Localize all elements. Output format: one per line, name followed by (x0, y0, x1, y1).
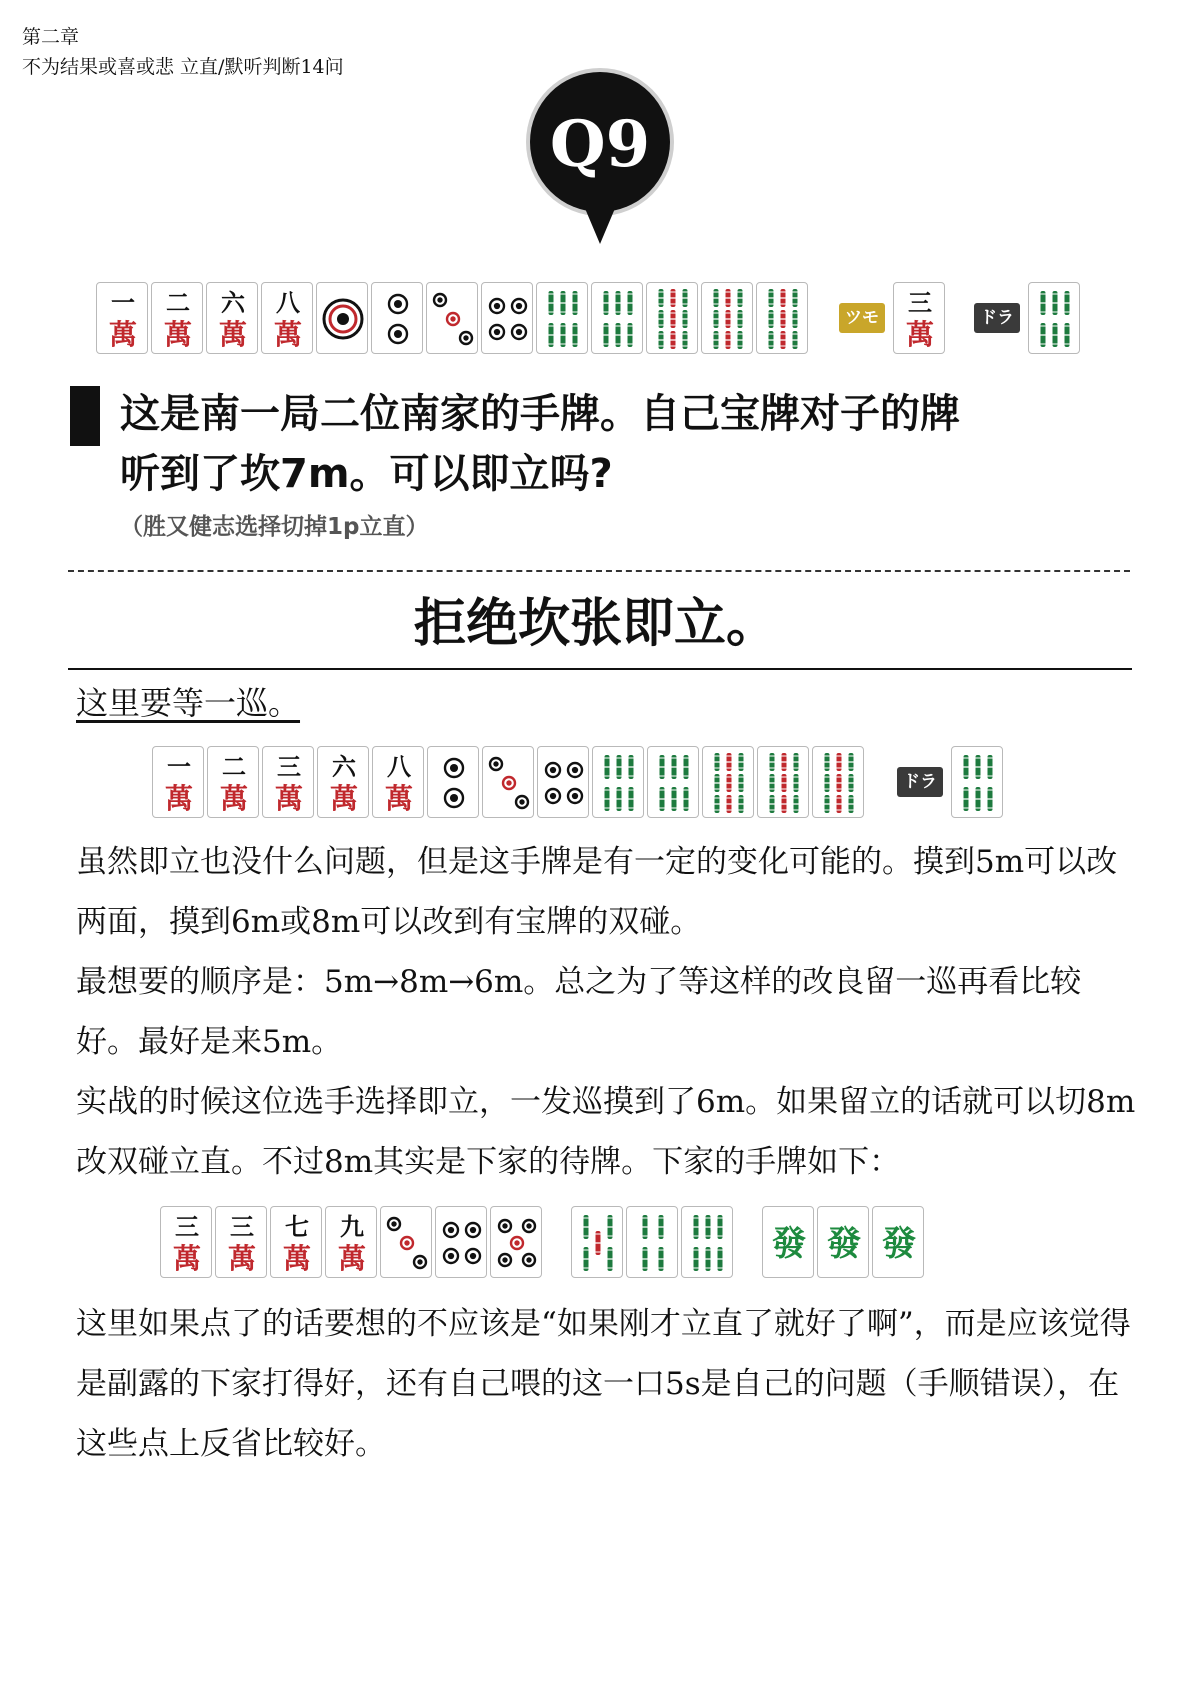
man-number-glyph: 六 (332, 752, 356, 781)
man-suit-glyph: 萬 (273, 318, 303, 351)
hand-waiting-tile-11 (702, 746, 754, 818)
opponent-pon-tile-2 (817, 1206, 869, 1278)
dora-2-tile-1 (951, 746, 1003, 818)
hand-waiting-tile-5 (372, 746, 424, 818)
chapter-header (22, 22, 344, 82)
hand-question-tile-5 (316, 282, 368, 354)
hand-question (96, 282, 1083, 354)
man-suit-glyph: 萬 (219, 782, 249, 815)
hand-waiting (152, 746, 1006, 818)
hand-waiting-tile-3 (262, 746, 314, 818)
hand-question-tile-9 (536, 282, 588, 354)
hand-question-tile-11 (646, 282, 698, 354)
opponent-closed-tile-7 (490, 1206, 542, 1278)
hand-waiting-tile-2 (207, 746, 259, 818)
man-suit-glyph: 萬 (274, 782, 304, 815)
paragraph-4: 这里如果点了的话要想的不应该是“如果刚才立直了就好了啊”，而是应该觉得是副露的下家打得好，还有自己喂的这一口5s是自己的问题（手顺错误），在这些点上反省比较好。 (76, 1306, 1131, 1462)
opponent-closed-tile-5 (380, 1206, 432, 1278)
man-number-glyph: 八 (387, 752, 411, 781)
chapter-subtitle: 不为结果或喜或悲 立直/默听判断14问 (22, 56, 344, 78)
question-bar (70, 386, 100, 446)
dora-tile-slot-2 (951, 746, 1006, 818)
hand-question-tile-13 (756, 282, 808, 354)
question-note: （胜又健志选择切掉1p立直） (120, 514, 429, 540)
hand-opponent (160, 1206, 927, 1278)
paragraph-1: 虽然即立也没什么问题，但是这手牌是有一定的变化可能的。摸到5m可以改两面，摸到6m或8m可以改到有宝牌的双碰。 (76, 844, 1118, 940)
tsumo-tile-slot (893, 282, 948, 354)
question-text (120, 384, 1120, 504)
solid-divider (68, 668, 1132, 670)
hand-question-tile-8 (481, 282, 533, 354)
hatsu-glyph: 發 (882, 1224, 916, 1264)
dora-tag: ドラ (974, 303, 1020, 333)
man-number-glyph: 三 (230, 1212, 254, 1241)
question-line-1: 这是南一局二位南家的手牌。自己宝牌对子的牌 (120, 391, 960, 437)
man-number-glyph: 一 (111, 288, 135, 317)
opponent-pon-tile-1 (762, 1206, 814, 1278)
paragraph-2: 最想要的顺序是：5m→8m→6m。总之为了等这样的改良留一巡再看比较好。最好是来5m。 (76, 964, 1082, 1060)
man-number-glyph: 七 (285, 1212, 309, 1241)
hand-question-tiles (96, 282, 811, 354)
hand-waiting-tile-10 (647, 746, 699, 818)
man-number-glyph: 三 (175, 1212, 199, 1241)
man-suit-glyph: 萬 (163, 318, 193, 351)
opponent-closed-tile-4 (325, 1206, 377, 1278)
opponent-closed-tiles (160, 1206, 545, 1278)
hand-question-tile-3 (206, 282, 258, 354)
paragraph-3: 实战的时候这位选手选择即立，一发巡摸到了6m。如果留立的话就可以切8m改双碰立直。不过8m其实是下家的待牌。下家的手牌如下： (76, 1084, 1136, 1180)
man-number-glyph: 二 (222, 752, 246, 781)
hand-waiting-tile-7 (482, 746, 534, 818)
dora-tile-1 (1028, 282, 1080, 354)
dora-tag-2: ドラ (897, 767, 943, 797)
chapter-title: 第二章 (22, 26, 80, 48)
man-suit-glyph: 萬 (227, 1242, 257, 1275)
man-number-glyph: 八 (276, 288, 300, 317)
man-suit-glyph: 萬 (384, 782, 414, 815)
hand-question-tile-10 (591, 282, 643, 354)
opponent-closed-tile-1 (160, 1206, 212, 1278)
answer-subtitle: 这里要等一巡。 (76, 684, 301, 722)
question-line-2: 听到了坎7m。可以即立吗? (120, 451, 613, 497)
opponent-chi-tile-2 (626, 1206, 678, 1278)
dora-tile-slot (1028, 282, 1083, 354)
man-suit-glyph: 萬 (218, 318, 248, 351)
man-suit-glyph: 萬 (337, 1242, 367, 1275)
man-suit-glyph: 萬 (108, 318, 138, 351)
hand-waiting-tile-8 (537, 746, 589, 818)
man-suit-glyph: 萬 (905, 318, 935, 351)
man-number-glyph: 三 (277, 752, 301, 781)
dashed-divider (68, 570, 1130, 572)
hand-waiting-tile-4 (317, 746, 369, 818)
man-number-glyph: 二 (166, 288, 190, 317)
opponent-chi-meld (571, 1206, 736, 1278)
opponent-pon-tile-3 (872, 1206, 924, 1278)
hand-waiting-tile-6 (427, 746, 479, 818)
tsumo-tag: ツモ (839, 303, 885, 333)
question-badge (526, 68, 674, 244)
man-number-glyph: 九 (340, 1212, 364, 1241)
hand-question-tile-6 (371, 282, 423, 354)
opponent-closed-tile-3 (270, 1206, 322, 1278)
opponent-chi-tile-1 (571, 1206, 623, 1278)
man-number-glyph: 三 (908, 288, 932, 317)
opponent-closed-tile-6 (435, 1206, 487, 1278)
badge-label: Q9 (549, 107, 651, 182)
man-number-glyph: 一 (167, 752, 191, 781)
hatsu-glyph: 發 (772, 1224, 806, 1264)
man-suit-glyph: 萬 (164, 782, 194, 815)
hand-question-tile-7 (426, 282, 478, 354)
answer-title: 拒绝坎张即立。 (413, 593, 778, 654)
hand-question-tile-2 (151, 282, 203, 354)
hand-question-tile-4 (261, 282, 313, 354)
opponent-pon-meld (762, 1206, 927, 1278)
man-number-glyph: 六 (221, 288, 245, 317)
hand-waiting-tile-13 (812, 746, 864, 818)
man-suit-glyph: 萬 (172, 1242, 202, 1275)
hand-waiting-tile-9 (592, 746, 644, 818)
man-suit-glyph: 萬 (329, 782, 359, 815)
hatsu-glyph: 發 (827, 1224, 861, 1264)
hand-question-tile-12 (701, 282, 753, 354)
opponent-chi-tile-3 (681, 1206, 733, 1278)
opponent-closed-tile-2 (215, 1206, 267, 1278)
hand-question-tile-1 (96, 282, 148, 354)
hand-waiting-tiles (152, 746, 867, 818)
tsumo-tile-1 (893, 282, 945, 354)
hand-waiting-tile-12 (757, 746, 809, 818)
hand-waiting-tile-1 (152, 746, 204, 818)
man-suit-glyph: 萬 (282, 1242, 312, 1275)
